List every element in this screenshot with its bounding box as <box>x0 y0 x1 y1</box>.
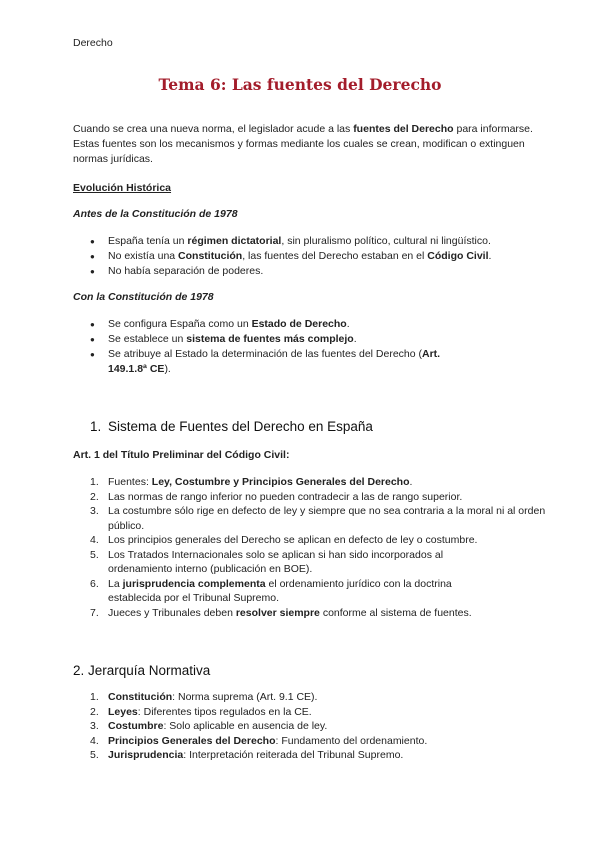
list-item: 5. Jurisprudencia: Interpretación reiterada del Tribunal Supremo. <box>90 749 404 761</box>
document-header: Derecho <box>73 37 113 49</box>
list-item: 4. Principios Generales del Derecho: Fundamento del ordenamiento. <box>90 734 428 747</box>
list-item: 3. Costumbre: Solo aplicable en ausencia de ley. <box>90 720 328 732</box>
sistema-number: 1. <box>90 419 102 434</box>
list-item: 5. Los Tratados Internacionales solo se aplican si han sido incorporados al ordenamiento interno (publicación en BOE). <box>90 548 444 575</box>
list-item: ● No existía una Constitución, las fuentes del Derecho estaban en el Código Civil. <box>73 249 553 264</box>
page-title: Tema 6: Las fuentes del Derecho <box>158 75 442 94</box>
antes-list <box>73 234 553 279</box>
list-item: ● Se atribuye al Estado la determinación de las fuentes del Derecho (Art. 149.1.8ª CE). <box>73 347 473 377</box>
list-item: 1. Fuentes: Ley, Costumbre y Principios Generales del Derecho. <box>90 476 413 488</box>
jerarquia-list <box>73 690 553 763</box>
intro-text-1: Cuando se crea una nueva norma, el legislador acude a las <box>73 123 354 135</box>
intro-paragraph <box>73 122 533 167</box>
jerarquia-heading: 2. Jerarquía Normativa <box>73 663 211 678</box>
evolucion-heading: Evolución Histórica <box>73 182 172 194</box>
intro-text-2: para informarse. Estas fuentes son los mecanismos y formas mediante los cuales se crean, modifican o extinguen normas jurídicas. <box>73 123 533 165</box>
list-item: ● No había separación de poderes. <box>73 264 553 279</box>
list-item: ● Se configura España como un Estado de Derecho. <box>73 317 473 332</box>
list-item: 7. Jueces y Tribunales deben resolver siempre conforme al sistema de fuentes. <box>90 606 472 619</box>
intro-bold: fuentes del Derecho <box>353 123 454 135</box>
sistema-subheading: Art. 1 del Título Preliminar del Código Civil: <box>73 449 290 461</box>
con-heading: Con la Constitución de 1978 <box>73 291 214 303</box>
list-item: ● España tenía un régimen dictatorial, sin pluralismo político, cultural ni lingüístico. <box>73 234 553 249</box>
list-item: 4. Los principios generales del Derecho se aplican en defecto de ley o costumbre. <box>90 534 478 546</box>
list-item: 1. Constitución: Norma suprema (Art. 9.1 CE). <box>90 691 318 703</box>
list-item: 2. Leyes: Diferentes tipos regulados en la CE. <box>90 705 312 718</box>
antes-heading: Antes de la Constitución de 1978 <box>73 208 238 220</box>
sistema-heading: Sistema de Fuentes del Derecho en España <box>108 419 373 434</box>
con-list <box>73 317 473 377</box>
list-item: 2. Las normas de rango inferior no pueden contradecir a las de rango superior. <box>90 490 463 503</box>
list-item: 3. La costumbre sólo rige en defecto de ley y siempre que no sea contraria a la moral ni al orden público. <box>90 505 546 532</box>
list-item: ● Se establece un sistema de fuentes más complejo. <box>73 332 473 347</box>
sistema-list <box>73 475 558 620</box>
list-item: 6. La jurisprudencia complementa el ordenamiento jurídico con la doctrina establecida por el Tribunal Supremo. <box>90 577 452 604</box>
